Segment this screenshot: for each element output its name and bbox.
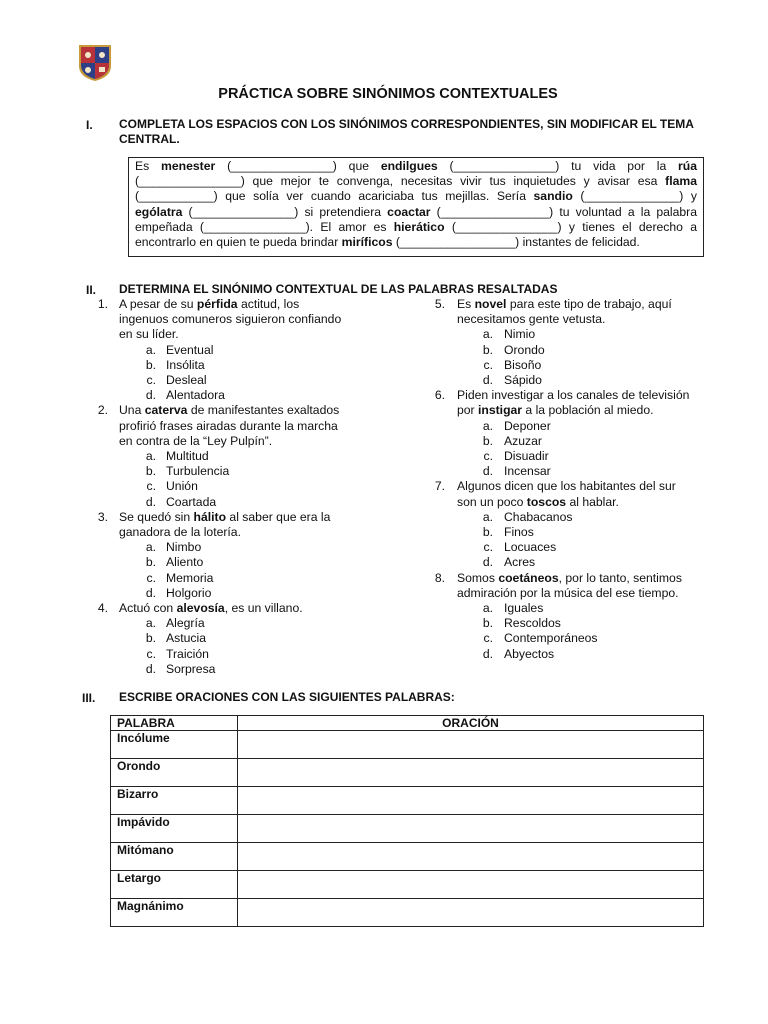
table-row [111, 759, 704, 787]
option-letter[interactable]: a. [145, 616, 156, 631]
section-3-heading: ESCRIBE ORACIONES CON LAS SIGUIENTES PALABRAS: [119, 690, 455, 704]
question-text-run: , es un villano. [224, 601, 303, 615]
question-text-run: Piden investigar a los canales de televisión [457, 388, 690, 403]
sentence-cell[interactable] [238, 899, 704, 927]
option-letter[interactable]: c. [146, 479, 156, 494]
option-text[interactable]: Incensar [504, 464, 551, 479]
question-text-run: Algunos dicen que los habitantes del sur [457, 479, 676, 494]
option-text[interactable]: Nimbo [166, 540, 202, 555]
word-cell: Orondo [111, 759, 238, 787]
sentence-cell[interactable] [238, 843, 704, 871]
question-text [457, 297, 672, 312]
highlighted-word: coactar [387, 204, 431, 219]
option-letter[interactable]: b. [482, 525, 493, 539]
option-text[interactable]: Sápido [504, 373, 542, 387]
question-text [119, 525, 241, 540]
question-text-run: para este tipo de trabajo, aquí [506, 297, 672, 311]
section-3-number: III. [82, 691, 96, 705]
highlighted-word: miríficos [341, 235, 393, 250]
question-text-run: son un poco [457, 494, 527, 509]
highlighted-word: hierático [393, 219, 445, 234]
question-text-run: necesitamos gente vetusta. [457, 312, 606, 327]
table-row [111, 787, 704, 815]
highlighted-word: caterva [144, 403, 188, 418]
table-row [111, 871, 704, 899]
highlighted-word: alevosía [176, 601, 225, 615]
question-text [119, 403, 339, 418]
option-letter[interactable]: b. [145, 357, 156, 372]
page-title: PRÁCTICA SOBRE SINÓNIMOS CONTEXTUALES [218, 86, 558, 102]
option-letter[interactable]: a. [482, 601, 493, 615]
option-letter[interactable]: c. [483, 631, 493, 646]
question-text-run: de manifestantes exaltados [187, 403, 340, 418]
option-letter[interactable]: d. [145, 388, 156, 403]
option-letter[interactable]: a. [482, 418, 493, 433]
option-letter[interactable]: b. [482, 433, 493, 448]
question-text [457, 586, 679, 601]
table-header-row [111, 716, 704, 731]
paragraph-text: (_______________) que [215, 159, 381, 173]
option-text[interactable]: Alentadora [166, 388, 225, 403]
question-text-run: a la población al miedo. [522, 403, 654, 418]
question-number: 4. [97, 601, 108, 615]
option-letter[interactable]: b. [145, 631, 156, 646]
question-text-run: ingenuos comuneros siguieron confiando [119, 312, 342, 327]
sentence-cell[interactable] [238, 815, 704, 843]
highlighted-word: endilgues [380, 159, 438, 173]
question-text-run: profirió frases airadas durante la marcha [119, 418, 338, 433]
question-text-run: admiración por la música del ese tiempo. [457, 585, 679, 600]
option-text[interactable]: Unión [166, 479, 198, 494]
option-text[interactable]: Astucia [166, 631, 206, 646]
question-number: 2. [97, 403, 108, 418]
option-letter[interactable]: a. [145, 449, 156, 463]
question-text-run: Una [119, 403, 145, 418]
option-letter[interactable]: d. [482, 646, 493, 661]
question-text-run: Se quedó sin [119, 509, 194, 524]
option-text[interactable]: Bisoño [504, 357, 542, 372]
question-text [119, 601, 303, 616]
option-letter[interactable]: c. [483, 540, 493, 555]
highlighted-word: flama [665, 174, 697, 189]
question-text [457, 571, 682, 586]
highlighted-word: hálito [193, 509, 227, 524]
option-letter[interactable]: a. [145, 342, 156, 357]
question-number: 8. [434, 570, 445, 585]
header-palabra: PALABRA [111, 716, 238, 731]
option-letter[interactable]: a. [145, 540, 156, 555]
paragraph-text: (_______________) y tienes el derecho a encontrarlo en quien te pueda brindar [135, 219, 697, 250]
option-text[interactable]: Alegría [166, 616, 205, 631]
question-text-run: Somos [457, 570, 499, 585]
highlighted-word: toscos [526, 494, 567, 509]
highlighted-word: pérfida [196, 297, 238, 311]
highlighted-word: instigar [478, 403, 523, 418]
question-text [457, 312, 605, 327]
option-text[interactable]: Finos [504, 525, 534, 539]
option-text[interactable]: Azuzar [504, 433, 542, 448]
option-letter[interactable]: c. [483, 449, 493, 463]
paragraph-text: Es [135, 159, 162, 173]
table-row [111, 899, 704, 927]
table-row [111, 731, 704, 759]
option-text[interactable]: Disuadir [504, 449, 549, 463]
section-2-number: II. [86, 283, 97, 297]
option-letter[interactable]: b. [482, 342, 493, 357]
sentence-cell[interactable] [238, 871, 704, 899]
table-row [111, 815, 704, 843]
highlighted-word: coetáneos [498, 570, 559, 585]
question-text-run: A pesar de su [119, 297, 197, 311]
option-text[interactable]: Orondo [504, 342, 545, 357]
paragraph-text: (_______________) tu vida por la [437, 159, 679, 173]
option-text[interactable]: Deponer [504, 418, 551, 433]
question-number: 1. [97, 297, 108, 311]
section-2-heading: DETERMINA EL SINÓNIMO CONTEXTUAL DE LAS PALABRAS RESALTADAS [119, 282, 558, 296]
word-cell: Impávido [111, 815, 238, 843]
sentence-cell[interactable] [238, 759, 704, 787]
section-1-heading: COMPLETA LOS ESPACIOS CON LOS SINÓNIMOS CORRESPONDIENTES, SIN MODIFICAR EL TEMA CENTRAL. [119, 117, 694, 146]
highlighted-word: ególatra [135, 204, 183, 219]
paragraph-text: (_______________) si pretendiera [182, 204, 388, 219]
question-text-run: al hablar. [566, 494, 619, 509]
option-text[interactable]: Desleal [166, 373, 207, 387]
highlighted-word: sandio [533, 189, 573, 204]
paragraph-text: (________________) tu voluntad a la palabra empeñada (_______________). El amor es [135, 204, 698, 234]
option-letter[interactable]: b. [145, 555, 156, 570]
word-cell: Bizarro [111, 787, 238, 815]
paragraph-text: (_______________) que mejor te convenga, necesitas vivir tus inquietudes y avisar esa [135, 174, 666, 189]
paragraph-text: (___________) que solía ver cuando acariciaba tus mejillas. Sería [135, 189, 534, 204]
school-crest-icon [78, 44, 112, 82]
question-number: 3. [97, 509, 108, 524]
question-text [119, 312, 341, 327]
option-letter[interactable]: c. [146, 570, 156, 585]
highlighted-word: menester [161, 159, 216, 173]
option-letter[interactable]: a. [482, 509, 493, 524]
option-letter[interactable]: d. [145, 585, 156, 600]
option-letter[interactable]: c. [146, 373, 156, 387]
option-text[interactable]: Nimio [504, 327, 536, 342]
paragraph-text: (_________________) instantes de felicidad. [392, 235, 640, 250]
option-letter[interactable]: b. [145, 464, 156, 479]
option-letter[interactable]: b. [482, 616, 493, 631]
option-letter[interactable]: d. [145, 494, 156, 509]
word-cell: Incólume [111, 731, 238, 759]
fill-in-paragraph [135, 159, 697, 250]
question-text-run: , por lo tanto, sentimos [558, 570, 682, 585]
table-row [111, 843, 704, 871]
section-1-number: I. [86, 118, 93, 132]
question-text [119, 297, 299, 312]
question-text [457, 403, 654, 418]
question-text-run: al saber que era la [226, 509, 331, 524]
question-text-run: en su líder. [119, 327, 179, 342]
paragraph-text: (______________) y [572, 189, 697, 204]
option-letter[interactable]: d. [482, 373, 493, 387]
option-text[interactable]: Locuaces [504, 540, 557, 555]
header-oracion: ORACIÓN [238, 716, 704, 731]
question-text-run: ganadora de la lotería. [119, 525, 241, 539]
question-number: 6. [434, 388, 445, 403]
question-number: 7. [434, 479, 445, 494]
question-text-run: en contra de la “Ley Pulpín”. [119, 433, 273, 448]
question-text [119, 419, 338, 434]
option-letter[interactable]: a. [482, 327, 493, 342]
option-text[interactable]: Memoria [166, 570, 214, 585]
option-text[interactable]: Iguales [504, 601, 544, 615]
option-text[interactable]: Holgorio [166, 585, 212, 600]
word-cell: Mitómano [111, 843, 238, 871]
option-text[interactable]: Sorpresa [166, 661, 216, 676]
sentence-cell[interactable] [238, 787, 704, 815]
option-letter[interactable]: d. [145, 661, 156, 676]
question-text [119, 434, 272, 449]
option-text[interactable]: Rescoldos [504, 616, 561, 631]
option-text[interactable]: Acres [504, 555, 536, 570]
option-letter[interactable]: c. [146, 646, 156, 661]
question-text [457, 495, 619, 510]
option-text[interactable]: Turbulencia [166, 464, 230, 479]
option-text[interactable]: Coartada [166, 494, 217, 509]
question-number: 5. [434, 297, 445, 311]
option-text[interactable]: Contemporáneos [504, 631, 598, 646]
words-table [110, 715, 704, 927]
option-text[interactable]: Multitud [166, 449, 209, 463]
question-text [457, 388, 689, 403]
option-letter[interactable]: d. [482, 464, 493, 479]
sentence-cell[interactable] [238, 731, 704, 759]
option-letter[interactable]: d. [482, 555, 493, 570]
question-text [119, 510, 330, 525]
question-text-run: actitud, los [237, 297, 300, 311]
question-text-run: por [457, 403, 479, 418]
option-text[interactable]: Insólita [166, 357, 205, 372]
highlighted-word: novel [474, 297, 507, 311]
option-text[interactable]: Eventual [166, 342, 214, 357]
word-cell: Magnánimo [111, 899, 238, 927]
question-text [457, 479, 676, 494]
option-text[interactable]: Chabacanos [504, 509, 573, 524]
highlighted-word: rúa [678, 159, 698, 173]
option-text[interactable]: Traición [166, 646, 209, 661]
question-text-run: Actuó con [119, 601, 177, 615]
option-text[interactable]: Aliento [166, 555, 204, 570]
question-text-run: Es [457, 297, 475, 311]
option-text[interactable]: Abyectos [504, 646, 555, 661]
word-cell: Letargo [111, 871, 238, 899]
option-letter[interactable]: c. [483, 357, 493, 372]
question-text [119, 327, 179, 342]
